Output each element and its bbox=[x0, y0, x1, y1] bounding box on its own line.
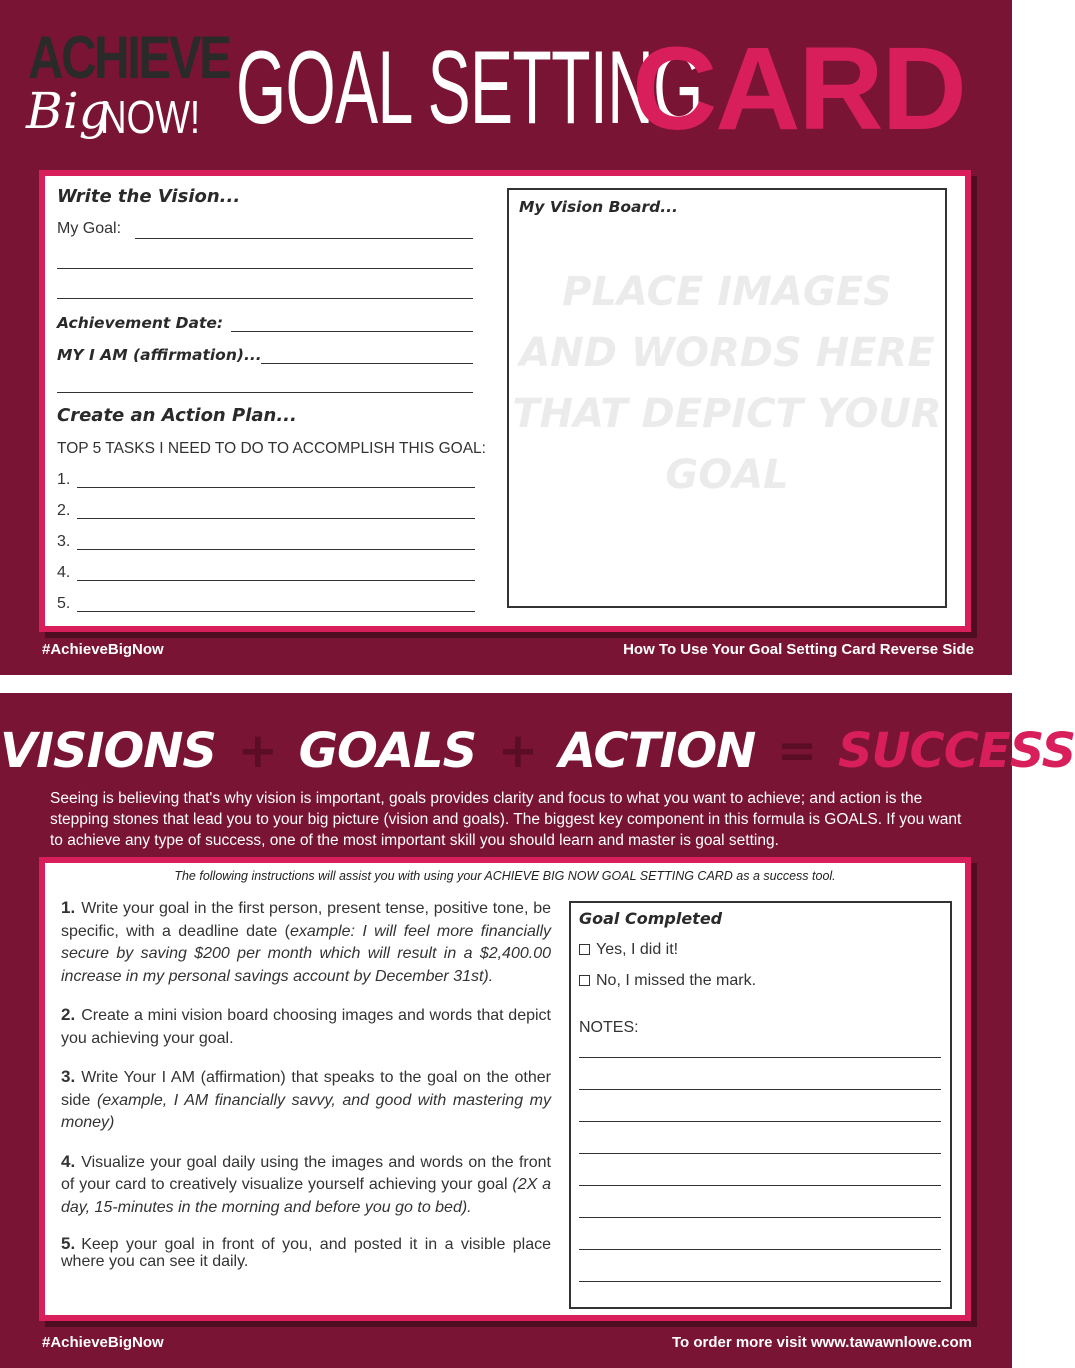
goal-line[interactable] bbox=[57, 298, 473, 299]
step-item bbox=[61, 1235, 551, 1270]
formula-action: ACTION bbox=[558, 723, 756, 779]
goal-completed-heading: Goal Completed bbox=[579, 909, 723, 928]
goal-line[interactable] bbox=[135, 238, 473, 239]
reverse-side-footer: How To Use Your Goal Setting Card Reverse Side bbox=[623, 641, 974, 658]
option-yes-label: Yes, I did it! bbox=[596, 941, 679, 958]
my-goal-label: My Goal: bbox=[57, 220, 122, 237]
option-yes[interactable] bbox=[579, 941, 678, 959]
title-card: CARD bbox=[632, 23, 965, 155]
notes-line[interactable] bbox=[579, 1153, 941, 1154]
task-number: 4. bbox=[57, 564, 71, 581]
tasks-label: TOP 5 TASKS I NEED TO DO TO ACCOMPLISH THIS GOAL: bbox=[57, 440, 486, 457]
brand-achieve: ACHIEVE bbox=[28, 24, 230, 91]
front-card bbox=[39, 170, 971, 632]
task-number: 1. bbox=[57, 471, 71, 488]
goal-completed-box bbox=[569, 901, 952, 1309]
notes-line[interactable] bbox=[579, 1217, 941, 1218]
formula-heading bbox=[0, 723, 1075, 779]
step-number: 5. bbox=[61, 1234, 76, 1253]
step-item bbox=[61, 1004, 551, 1050]
task-number: 2. bbox=[57, 502, 71, 519]
vision-board-placeholder: PLACE IMAGES AND WORDS HERE THAT DEPICT YOUR GOAL bbox=[512, 269, 942, 498]
notes-line[interactable] bbox=[579, 1185, 941, 1186]
back-card bbox=[39, 857, 971, 1321]
option-no[interactable] bbox=[579, 972, 756, 990]
action-plan-heading: Create an Action Plan... bbox=[57, 405, 297, 426]
steps-list bbox=[61, 897, 551, 1286]
checkbox-yes[interactable] bbox=[579, 944, 590, 955]
step-item bbox=[61, 1151, 551, 1220]
hashtag-footer: #AchieveBigNow bbox=[42, 1334, 164, 1351]
step-item bbox=[61, 897, 551, 988]
formula-goals: GOALS bbox=[298, 723, 477, 779]
task-line[interactable] bbox=[77, 580, 475, 581]
intro-paragraph: Seeing is believing that's why vision is important, goals provides clarity and focus to what you want to achieve; and action is the stepping stones that lead you to your big picture (vision and goals). The biggest key component in this formula is GOALS. If you want to achieve any type of success, one of the most important skill you should learn and master is goal setting. bbox=[50, 790, 962, 849]
instructions-heading: The following instructions will assist you with using your ACHIEVE BIG NOW GOAL SETTING CARD as a success tool. bbox=[174, 869, 836, 883]
achievement-date-line[interactable] bbox=[231, 331, 473, 332]
step-text: Write Your I AM (affirmation) that speaks to the goal on the other side bbox=[61, 1069, 551, 1109]
formula-success: SUCCESS bbox=[837, 723, 1075, 779]
option-no-label: No, I missed the mark. bbox=[596, 972, 757, 989]
checkbox-no[interactable] bbox=[579, 975, 590, 986]
step-text: Write your goal in the first person, present tense, positive tone, be specific, with a deadline date ( bbox=[61, 900, 551, 940]
task-line[interactable] bbox=[77, 611, 475, 612]
step-example: (2X a day, 15-minutes in the morning and before you go to bed). bbox=[61, 1176, 552, 1216]
brand-now: NOW! bbox=[100, 91, 201, 143]
notes-line[interactable] bbox=[579, 1281, 941, 1282]
notes-line[interactable] bbox=[579, 1057, 941, 1058]
step-number: 1. bbox=[61, 898, 76, 917]
goal-line[interactable] bbox=[57, 268, 473, 269]
step-text: Create a mini vision board choosing images and words that depict you achieving your goal. bbox=[61, 1007, 551, 1047]
front-panel bbox=[0, 0, 1012, 675]
affirmation-line[interactable] bbox=[57, 392, 473, 393]
affirmation-label: MY I AM (affirmation)... bbox=[57, 346, 262, 364]
back-panel bbox=[0, 693, 1075, 1368]
vision-board-box bbox=[507, 188, 947, 608]
title-goal-setting: GOAL SETTING bbox=[236, 30, 703, 146]
hashtag-footer: #AchieveBigNow bbox=[42, 641, 164, 658]
task-number: 3. bbox=[57, 533, 71, 550]
task-line[interactable] bbox=[77, 487, 475, 488]
vision-board-heading: My Vision Board... bbox=[519, 198, 678, 216]
step-text: Keep your goal in front of you, and posted it in a visible place where you can see it daily. bbox=[61, 1236, 551, 1270]
order-more-footer: To order more visit www.tawawnlowe.com bbox=[671, 1334, 972, 1351]
formula-visions: VISIONS bbox=[0, 723, 216, 779]
formula-plus: + bbox=[497, 723, 538, 779]
task-line[interactable] bbox=[77, 518, 475, 519]
step-number: 3. bbox=[61, 1067, 76, 1086]
affirmation-line[interactable] bbox=[261, 363, 473, 364]
formula-plus: + bbox=[237, 723, 277, 779]
step-example: (example, I AM financially savvy, and good with mastering my money) bbox=[61, 1091, 552, 1131]
formula-equals: = bbox=[777, 723, 817, 779]
brand-big: Big bbox=[26, 82, 111, 140]
step-number: 4. bbox=[61, 1151, 76, 1171]
notes-line[interactable] bbox=[579, 1249, 941, 1250]
task-line[interactable] bbox=[77, 549, 475, 550]
step-item bbox=[61, 1066, 551, 1135]
vision-heading: Write the Vision... bbox=[57, 186, 241, 207]
notes-label: NOTES: bbox=[579, 1019, 639, 1036]
notes-line[interactable] bbox=[579, 1121, 941, 1122]
achievement-date-label: Achievement Date: bbox=[57, 314, 224, 332]
task-number: 5. bbox=[57, 595, 71, 612]
notes-line[interactable] bbox=[579, 1089, 941, 1090]
step-number: 2. bbox=[61, 1005, 76, 1024]
step-text: Visualize your goal daily using the images and words on the front of your card to creatively visualize yourself achieving your goal bbox=[61, 1153, 551, 1193]
step-example: example: I will feel more financially secure by saving $200 per month which will result in a $2,400.00 increase in my personal savings account by December 31st). bbox=[61, 922, 552, 985]
